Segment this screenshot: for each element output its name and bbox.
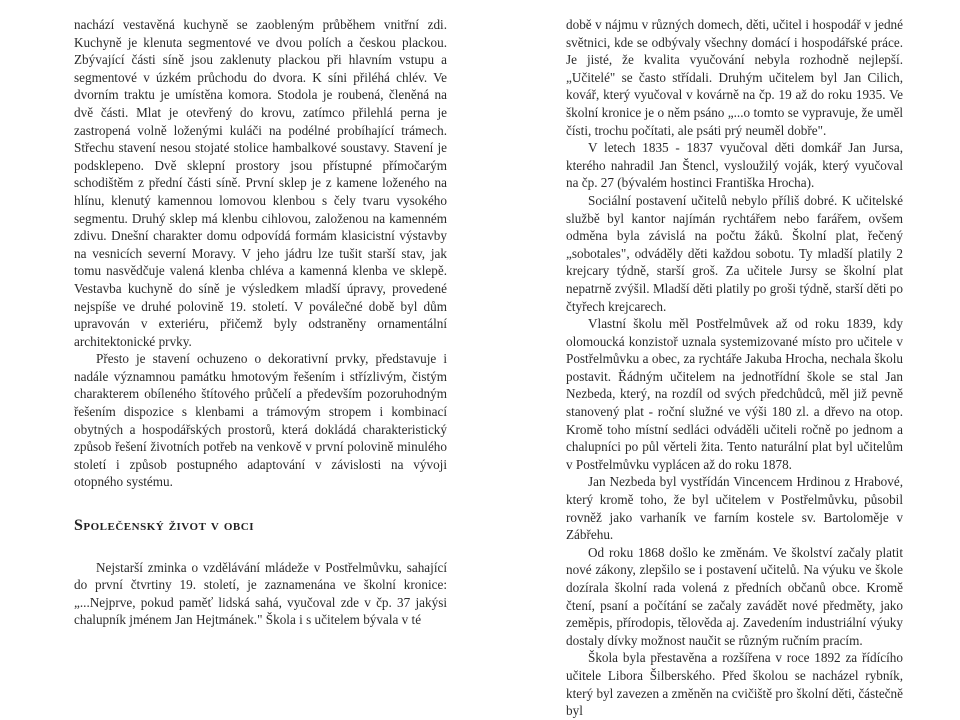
left-page [74, 16, 447, 629]
right-paragraph-3: Sociální postavení učitelů nebylo příliš dobré. K učitelské službě byl kantor najímán rychtářem nebo farářem, ovšem odměna byla závislá na počtu žáků. Školní plat, řečený „sobotales", odváděly děti každou sobotu. Ty mladší platily 2 krejcary týdně, starší groš. Za učitele Jursy se školní plat nepatrně zvýšil. Mladší děti platily po groši týdně, starší děti po čtyřech krejcarech. [566, 192, 903, 314]
left-paragraph-3: Nejstarší zminka o vzdělávání mládeže v Postřelmůvku, sahající do první čtvrtiny 19. století, je zaznamenána ve školní kronice: „...Nejprve, pokud paměť lidská sahá, vyučoval zde v čp. 37 jakýsi chalupník jménem Jan Hejtmánek." Škola i s učitelem bývala v té [74, 559, 447, 628]
page-gutter [476, 0, 477, 679]
left-paragraph-1: nachází vestavěná kuchyně se zaobleným průběhem vnitřní zdi. Kuchyně je klenuta segmentové ve dvou polích a českou plackou. Zbývající části síně jsou zaklenuty plackou při hlavním vstupu a segmentové v úzkém průchodu do dvora. K síni přiléhá chlév. Ve dvorním traktu je umístěna komora. Stodola je roubená, členěná na dvě části. Mlat je otevřený do krovu, zatímco přilehlá perna je zastropená volně loženými kuláči na podélné probíhající trámech. Střechu stavení nesou stojaté stolice hambalkové soustavy. Stavení je podsklepeno. Dvě sklepní prostory jsou přístupné přímočarým schodištěm z přední části síně. První sklep je z kamene loženého na hlínu, klenutý kamennou lomovou klenbou s čely tvaru vysokého segmentu. Druhý sklep má klenbu cihlovou, založenou na kamenném zdivu. Dnešní charakter domu odpovídá formám klasicistní výstavby na vesnicích severní Moravy. V jeho jádru lze tušit starší stav, jak tomu nasvědčuje valená klenba chléva a kamenná klenba ve sklepě. Vestavba kuchyně do síně je výsledkem mladší úpravy, provedené nejspíše ve druhé polovině 19. století. V poválečné době byl dům upravován v exteriéru, přičemž byly odstraněny ornamentální architektonické prvky. [74, 17, 447, 349]
section-heading: Společenský život v obci [74, 517, 254, 535]
right-paragraph-6: Od roku 1868 došlo ke změnám. Ve školství začaly platit nové zákony, zlepšilo se i postavení učitelů. Na výuku ve škole dozírala školní rada volená z předních občanů obce. Kromě čtení, psaní a počítání se začaly zavádět nové předměty, jako zeměpis, přírodopis, tělověda aj. Zavedením industriální výuky dostaly dívky možnost naučit se různým ručním pracím. [566, 544, 903, 648]
right-paragraph-1: době v nájmu v různých domech, děti, učitel i hospodář v jedné světnici, kde se odbývaly všechny domácí i hospodářské práce. Je jisté, že kvalita vyučování nebyla rozhodně nejlepší. „Učitelé" se často střídali. Druhým učitelem byl Jan Cilich, kovář, který vyučoval v kovárně na čp. 19 až do roku 1935. Ve školní kronice je o něm psáno „...o tomto se vypravuje, že uměl čísti, trochu počítati, ale psáti prý neuměl dobře". [566, 17, 903, 138]
right-page [566, 16, 903, 720]
left-paragraph-2: Přesto je stavení ochuzeno o dekorativní prvky, představuje i nadále významnou památku hmotovým řešením i střízlivým, čistým charakterem obíleného štítového průčelí a především pozoruhodným řešením dispozice s klenbami a trámovým stropem i kombinací obytných a hospodářských prostorů, která dokládá charakteristický způsob řešení životních potřeb na venkově v první polovině minulého století i způsob postupného adaptování v závislosti na vývoji otopného systému. [74, 351, 447, 490]
right-paragraph-5: Jan Nezbeda byl vystřídán Vincencem Hrdinou z Hrabové, který kromě toho, že byl učitelem v Postřelmůvku, působil rovněž jako varhaník ve farním kostele sv. Bartoloměje v Zábřehu. [566, 474, 903, 543]
right-paragraph-4: Vlastní školu měl Postřelmůvek až od roku 1839, kdy olomoucká konzistoř uznala systemizované místo pro učitele v Postřelmůvku a obec, za rychtáře Jakuba Hrocha, nechala školu postavit. Řádným učitelem na jednotřídní škole se stal Jan Nezbeda, který, na rozdíl od svých předchůdců, měl již pevně stanovený plat - roční služné ve výši 180 zl. a dřevo na otop. Kromě toho místní sedláci odváděli učiteli ročně po jednom a chalupníci po půl věrteli žita. Tento naturální plat byl učitelům v Postřelmůvku vyplácen až do roku 1878. [566, 316, 903, 472]
right-paragraph-2: V letech 1835 - 1837 vyučoval děti domkář Jan Jursa, kterého nahradil Jan Štencl, vysloužilý voják, který vyučoval na čp. 27 (bývalém hostinci Františka Hrocha). [566, 140, 903, 191]
right-paragraph-7: Škola byla přestavěna a rozšířena v roce 1892 za řídícího učitele Libora Šilberského. Před školou se nacházel rybník, který byl zavezen a změněn na cvičiště pro školní děti, částečně byl [566, 650, 903, 719]
